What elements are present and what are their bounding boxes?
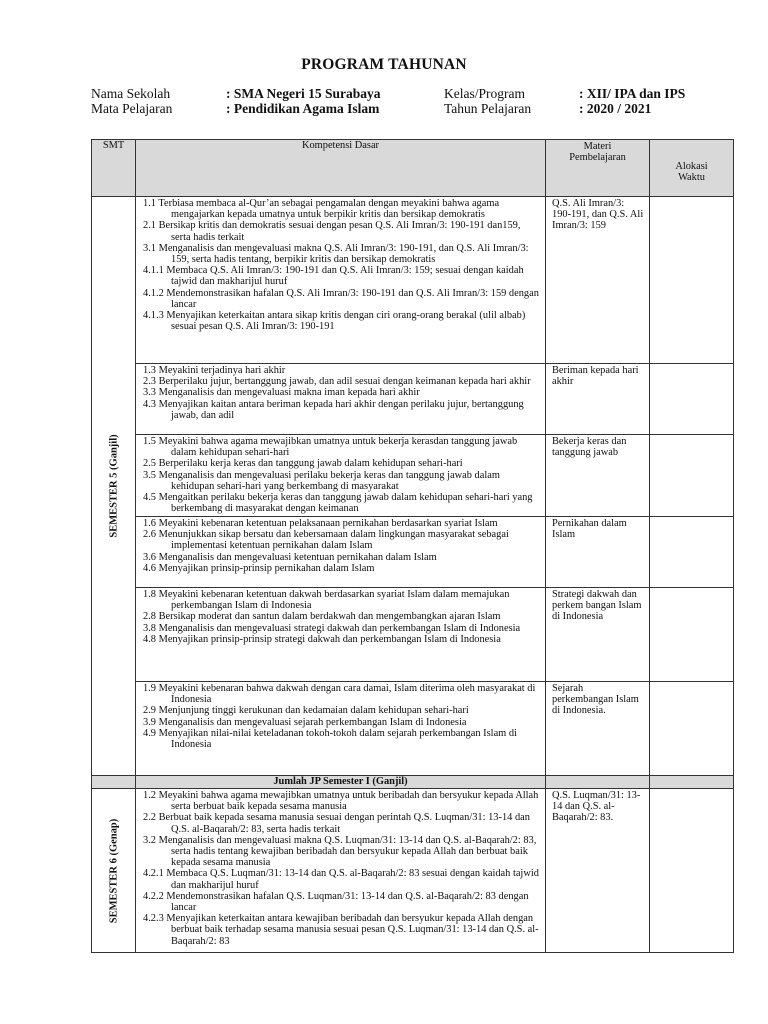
header-smt: SMT (92, 140, 136, 197)
kelas-label: Kelas/Program (444, 86, 525, 101)
sum-label: Jumlah JP Semester I (Ganjil) (136, 776, 546, 789)
alokasi-cell (650, 588, 734, 682)
semester5-cell (92, 197, 136, 776)
materi-cell: Strategi dakwah dan perkem bangan Islam di Indonesia (546, 588, 650, 682)
materi-cell: Q.S. Ali Imran/3: 190-191, dan Q.S. Ali Imran/3: 159 (546, 197, 650, 364)
nama-sekolah-label: Nama Sekolah (91, 86, 171, 101)
header-alokasi: Alokasi Waktu (650, 140, 734, 197)
nama-sekolah-value: : SMA Negeri 15 Surabaya (226, 86, 381, 101)
kd-cell: 1.8 Meyakini kebenaran ketentuan dakwah berdasarkan syariat Islam dalam memajukan perkembangan Islam di Indonesia 2.8 Bersikap moderat dan santun dalam berdakwah dan mengembangkan ajaran Islam 3.8 Menganalisis dan mengevaluasi strategi dakwah dan perkembangan Islam di Indonesia 4.8 Menyajikan prinsip-prinsip strategi dakwah dan perkembangan Islam di Indonesia (136, 588, 546, 682)
materi-cell: Q.S. Luqman/31: 13-14 dan Q.S. al-Baqarah/2: 83. (546, 789, 650, 953)
tahun-value: : 2020 / 2021 (579, 101, 652, 116)
materi-cell: Bekerja keras dan tanggung jawab (546, 435, 650, 517)
table-row (92, 197, 734, 364)
semester5-label: SEMESTER 5 (Ganjil) (107, 434, 119, 538)
alokasi-cell (650, 682, 734, 776)
kd-cell: 1.1 Terbiasa membaca al-Qur’an sebagai pengamalan dengan meyakini bahwa agama mengajarkan kepada umatnya untuk berpikir kritis dan bersikap demokratis 2.1 Bersikap kritis dan demokratis sesuai dengan pesan Q.S. Ali Imran/3: 190-191 dan159, serta hadis terkait 3.1 Menganalisis dan mengevaluasi makna Q.S. Ali Imran/3: 190-191, dan Q.S. Ali Imran/3: 159, serta hadis tentang, berpikir kritis dan bersikap demokratis 4.1.1 Membaca Q.S. Ali Imran/3: 190-191 dan Q.S. Ali Imran/3: 159; sesuai dengan kaidah tajwid dan makharijul huruf 4.1.2 Mendemonstrasikan hafalan Q.S. Ali Imran/3: 190-191 dan Q.S. Ali Imran/3: 159 dengan lancar 4.1.3 Menyajikan keterkaitan antara sikap kritis dengan ciri orang-orang berakal (ulil albab) sesuai pesan Q.S. Ali Imran/3: 190-191 (136, 197, 546, 364)
semester6-cell (92, 789, 136, 953)
alokasi-cell (650, 789, 734, 953)
kd-cell: 1.9 Meyakini kebenaran bahwa dakwah dengan cara damai, Islam diterima oleh masyarakat di Indonesia 2.9 Menjunjung tinggi kerukunan dan kedamaian dalam kehidupan sehari-hari 3.9 Menganalisis dan mengevaluasi sejarah perkembangan Islam di Indonesia 4.9 Menyajikan nilai-nilai keteladanan tokoh-tokoh dalam sejarah perkembangan Islam di Indonesia (136, 682, 546, 776)
mata-pelajaran-label: Mata Pelajaran (91, 101, 173, 116)
table-row (92, 517, 734, 588)
kd-cell: 1.2 Meyakini bahwa agama mewajibkan umatnya untuk beribadah dan bersyukur kepada Allah serta berbuat baik kepada sesama manusia 2.2 Berbuat baik kepada sesama manusia sesuai dengan perintah Q.S. Luqman/31: 13-14 dan Q.S. al-Baqarah/2: 83, serta hadis terkait 3.2 Menganalisis dan mengevaluasi makna Q.S. Luqman/31: 13-14 dan Q.S. al-Baqarah/2: 83, serta hadis tentang kewajiban beribadah dan bersyukur kepada Allah dan berbuat baik kepada sesama manusia 4.2.1 Membaca Q.S. Luqman/31: 13-14 dan Q.S. al-Baqarah/2: 83 sesuai dengan kaidah tajwid dan makharijul huruf 4.2.2 Mendemonstrasikan hafalan Q.S. Luqman/31: 13-14 dan Q.S. al-Baqarah/2: 83 dengan lancar 4.2.3 Menyajikan keterkaitan antara kewajiban beribadah dan bersyukur kepada Allah dengan berbuat baik terhadap sesama manusia sesuai pesan Q.S. Luqman/31: 13-14 dan Q.S. al-Baqarah/2: 83 (136, 789, 546, 953)
page-title: PROGRAM TAHUNAN (301, 56, 467, 73)
materi-cell: Pernikahan dalam Islam (546, 517, 650, 588)
kd-cell: 1.6 Meyakini kebenaran ketentuan pelaksanaan pernikahan berdasarkan syariat Islam 2.6 Menunjukkan sikap bersatu dan kebersamaan dalam lingkungan masyarakat sebagai implementasi ketentuan pernikahan dalam Islam 3.6 Menganalisis dan mengevaluasi ketentuan pernikahan dalam Islam 4.6 Menyajikan prinsip-prinsip pernikahan dalam Islam (136, 517, 546, 588)
program-table (91, 139, 734, 953)
table-row (92, 789, 734, 953)
materi-cell: Beriman kepada hari akhir (546, 364, 650, 435)
kd-cell: 1.3 Meyakini terjadinya hari akhir 2.3 Berperilaku jujur, bertanggung jawab, dan adil sesuai dengan keimanan kepada hari akhir 3.3 Menganalisis dan mengevaluasi makna iman kepada hari akhir 4.3 Menyajikan kaitan antara beriman kepada hari akhir dengan perilaku jujur, bertanggung jawab, dan adil (136, 364, 546, 435)
semester6-label: SEMESTER 6 (Genap) (107, 818, 119, 923)
tahun-label: Tahun Pelajaran (444, 101, 532, 116)
table-header-row (92, 140, 734, 197)
table-row (92, 682, 734, 776)
header-materi: Materi Pembelajaran (546, 140, 650, 197)
sum-row (92, 776, 734, 789)
mata-pelajaran-value: : Pendidikan Agama Islam (226, 101, 380, 116)
alokasi-cell (650, 197, 734, 364)
table-row (92, 435, 734, 517)
header-kd: Kompetensi Dasar (136, 140, 546, 197)
table-row (92, 364, 734, 435)
table-row (92, 588, 734, 682)
kd-cell: 1.5 Meyakini bahwa agama mewajibkan umatnya untuk bekerja kerasdan tanggung jawab dalam kehidupan sehari-hari 2.5 Berperilaku kerja keras dan tanggung jawab dalam kehidupan sehari-hari 3.5 Menganalisis dan mengevaluasi perilaku bekerja keras dan tanggung jawab dalam kehidupan sehari-hari yang berkembang di masyarakat 4.5 Mengaitkan perilaku bekerja keras dan tanggung jawab dalam kehidupan sehari-hari yang berkembang di masyarakat dengan keimanan (136, 435, 546, 517)
alokasi-cell (650, 435, 734, 517)
alokasi-cell (650, 364, 734, 435)
materi-cell: Sejarah perkembangan Islam di Indonesia. (546, 682, 650, 776)
alokasi-cell (650, 517, 734, 588)
kelas-value: : XII/ IPA dan IPS (579, 86, 686, 101)
